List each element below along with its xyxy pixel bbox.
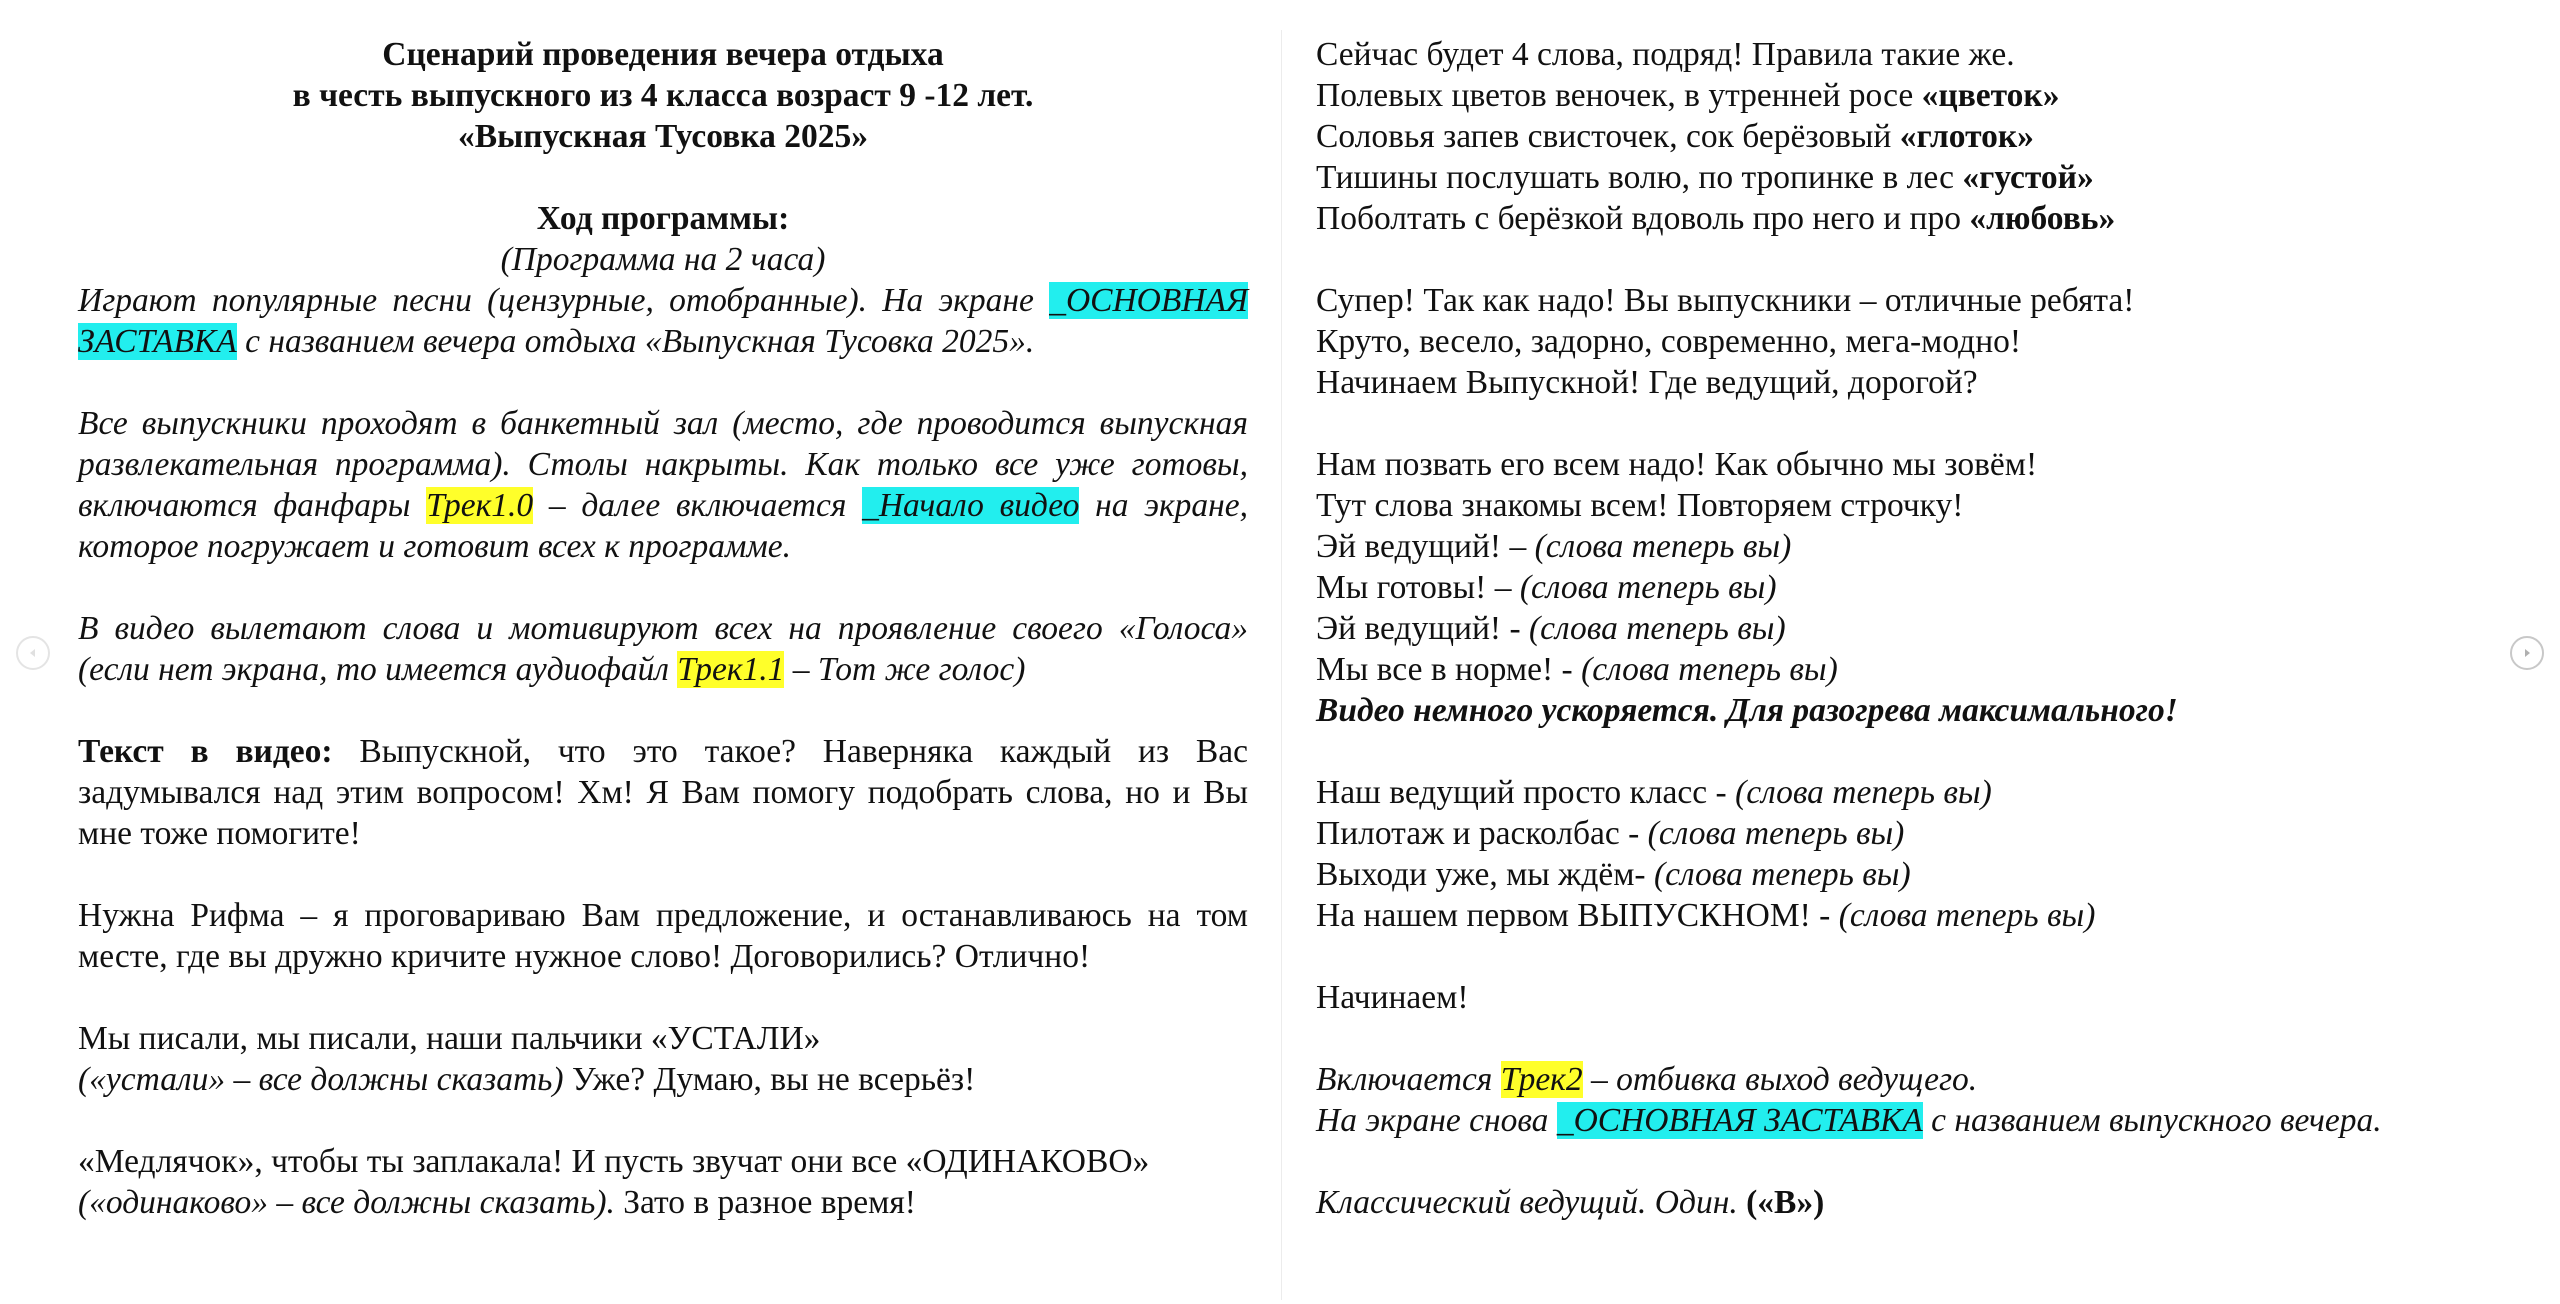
track2-note	[1316, 1059, 2546, 1100]
chant-line	[1316, 526, 2546, 567]
text-run: – далее включается	[533, 487, 863, 524]
text-run: Играют популярные песни (цензурные, отобранные). На экране	[78, 282, 1050, 319]
call-line: Нам позвать его всем надо! Как обычно мы зовём!	[1316, 446, 2038, 483]
start-line: Начинаем!	[1316, 979, 1469, 1016]
highlight-main-screen: _ОСНОВНАЯ ЗАСТАВКА	[78, 282, 1248, 360]
cue-text: (слова теперь вы)	[1528, 610, 1786, 647]
cue-text: (слова теперь вы)	[1647, 815, 1905, 852]
text-run: Уже? Думаю, вы не всерьёз!	[563, 1061, 976, 1098]
cue-text: (слова теперь вы)	[1838, 897, 2096, 934]
host-mark: («В»)	[1746, 1184, 1825, 1221]
text-run: Выпускной, что это такое? Наверняка каждый из Вас задумывался над этим вопросом! Хм! Я Вам помогу подобрать слова, но и Вы мне тоже помогите!	[78, 733, 1248, 852]
cue-text: (слова теперь вы)	[1534, 528, 1792, 565]
prev-page-button[interactable]	[16, 636, 50, 670]
program-duration: (Программа на 2 часа)	[500, 241, 826, 278]
text-run: Соловья запев свисточек, сок берёзовый	[1316, 118, 1900, 155]
text-run: с названием выпускного вечера.	[1922, 1102, 2382, 1139]
chant-line	[1316, 649, 2546, 690]
program-heading: Ход программы:	[536, 200, 790, 237]
video-text-label: Текст в видео:	[78, 733, 333, 770]
cue-text: (слова теперь вы)	[1581, 651, 1838, 688]
text-run: Пилотаж и расколбас -	[1316, 815, 1648, 852]
rhyme-word: «глоток»	[1899, 118, 2034, 155]
text-run: Поболтать с берёзкой вдоволь про него и про	[1316, 200, 1970, 237]
video-speedup-note: Видео немного ускоряется. Для разогрева максимального!	[1316, 692, 2178, 729]
rhyme-line	[1316, 157, 2546, 198]
title-line-3: «Выпускная Тусовка 2025»	[458, 118, 868, 155]
praise-line: Круто, весело, задорно, современно, мега-модно!	[1316, 323, 2022, 360]
rhyme-word: «цветок»	[1921, 77, 2060, 114]
title-line-1: Сценарий проведения вечера отдыха	[382, 36, 944, 73]
page-left-content	[78, 34, 1248, 1223]
chant-line	[1316, 854, 2546, 895]
text-run: – Тот же голос)	[784, 651, 1026, 688]
highlight-video-start: _Начало видео	[862, 487, 1080, 524]
chant-line	[1316, 895, 2546, 936]
text-run: Выходи уже, мы ждём-	[1316, 856, 1654, 893]
call-line: Тут слова знакомы всем! Повторяем строчку!	[1316, 487, 1964, 524]
chant-line	[1316, 813, 2546, 854]
rhyme-word: «густой»	[1962, 159, 2094, 196]
next-page-button[interactable]	[2510, 636, 2544, 670]
page-right-content	[1316, 34, 2546, 1223]
text-run: Зато в разное время!	[614, 1184, 916, 1221]
rhyme-line	[1316, 75, 2546, 116]
praise-line: Начинаем Выпускной! Где ведущий, дорогой?	[1316, 364, 1978, 401]
title-line-2: в честь выпускного из 4 класса возраст 9 -12 лет.	[292, 77, 1034, 114]
cue-text: (слова теперь вы)	[1519, 569, 1777, 606]
rhyme-word: «любовь»	[1969, 200, 2116, 237]
highlight-track-1-0: Трек1.0	[426, 487, 534, 524]
chevron-left-icon	[26, 646, 40, 660]
chant-line	[1316, 772, 2546, 813]
text-run: Эй ведущий! –	[1316, 528, 1535, 565]
verse-tired-line-1: Мы писали, мы писали, наши пальчики «УСТАЛИ»	[78, 1020, 821, 1057]
cue-text: (слова теперь вы)	[1735, 774, 1992, 811]
text-run: Все выпускники проходят в банкетный зал (место, где проводится выпускная развлекательная программа). Столы накрыты. Как только все уже готовы, включаются фанфары	[78, 405, 1248, 524]
cue-text: («одинаково» – все должны сказать).	[78, 1184, 615, 1221]
text-run: – отбивка выход ведущего.	[1582, 1061, 1978, 1098]
rhyme-line	[1316, 116, 2546, 157]
paragraph-video-words	[78, 608, 1248, 690]
host-note	[1316, 1182, 2546, 1223]
chevron-right-icon	[2520, 646, 2534, 660]
praise-line: Супер! Так как надо! Вы выпускники – отличные ребята!	[1316, 282, 2135, 319]
rhymes-intro: Сейчас будет 4 слова, подряд! Правила такие же.	[1316, 36, 2015, 73]
text-run: На нашем первом ВЫПУСКНОМ! -	[1316, 897, 1839, 934]
highlight-main-screen: _ОСНОВНАЯ ЗАСТАВКА	[1556, 1102, 1923, 1139]
screen-again-note	[1316, 1100, 2546, 1141]
highlight-track-2: Трек2	[1500, 1061, 1583, 1098]
highlight-track-1-1: Трек1.1	[677, 651, 785, 688]
paragraph-banquet-hall	[78, 403, 1248, 567]
text-run: Полевых цветов веночек, в утренней росе	[1316, 77, 1922, 114]
verse-slow-line-1: «Медлячок», чтобы ты заплакала! И пусть звучат они все «ОДИНАКОВО»	[78, 1143, 1150, 1180]
text-run: Мы готовы! –	[1316, 569, 1520, 606]
text-run: В видео вылетают слова и мотивируют всех на проявление своего «Голоса» (если нет экрана, то имеется аудиофайл	[78, 610, 1248, 688]
text-run: Включается	[1316, 1061, 1501, 1098]
text-run: с названием вечера отдыха «Выпускная Тусовка 2025».	[236, 323, 1035, 360]
paragraph-video-text	[78, 731, 1248, 854]
text-run: Мы все в норме! -	[1316, 651, 1582, 688]
chant-line	[1316, 567, 2546, 608]
page-right	[1280, 0, 2560, 1304]
cue-text: («устали» – все должны сказать)	[78, 1061, 564, 1098]
cue-text: (слова теперь вы)	[1653, 856, 1911, 893]
verse-tired-line-2	[78, 1059, 1248, 1100]
chant-line	[1316, 608, 2546, 649]
paragraph-intro-music	[78, 280, 1248, 362]
text-run: На экране снова	[1316, 1102, 1557, 1139]
text-run: Эй ведущий! -	[1316, 610, 1529, 647]
text-run: Тишины послушать волю, по тропинке в лес	[1316, 159, 1963, 196]
text-run: на экране, которое погружает и готовит всех к программе.	[78, 487, 1248, 565]
paragraph-rhyme-rules: Нужна Рифма – я проговариваю Вам предложение, и останавливаюсь на том месте, где вы дружно кричите нужное слово! Договорились? Отлично!	[78, 897, 1248, 975]
text-run: Классический ведущий. Один.	[1316, 1184, 1747, 1221]
rhyme-line	[1316, 198, 2546, 239]
verse-slow-line-2	[78, 1182, 1248, 1223]
text-run: Наш ведущий просто класс -	[1316, 774, 1736, 811]
